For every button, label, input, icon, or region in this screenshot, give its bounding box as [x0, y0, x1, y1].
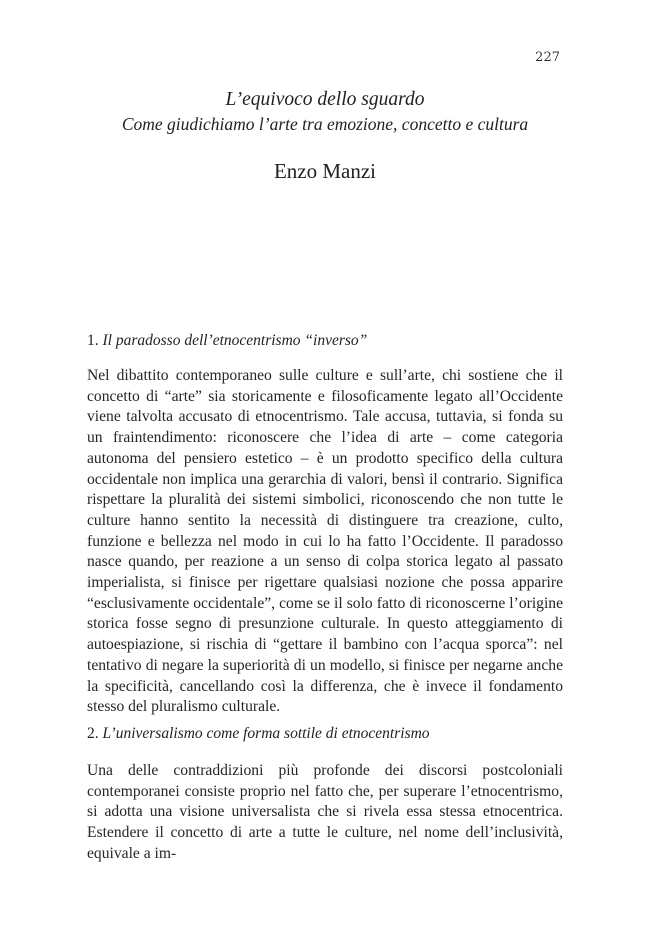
- section-heading-1: [87, 331, 367, 351]
- article-title: L’equivoco dello sguardo: [225, 89, 425, 110]
- article-author: Enzo Manzi: [273, 159, 377, 183]
- section-number: 2.: [87, 725, 99, 742]
- title-block: [0, 88, 650, 184]
- page-number: 227: [535, 50, 560, 65]
- section-heading-2: [87, 724, 430, 744]
- section-paragraph-1: Nel dibattito contemporaneo sulle culture e sull’arte, chi sostiene che il concetto di “arte” sia storicamente e filosoficamente legato all’Occidente viene talvolta accusato di etnocentrismo. Tale accusa, tuttavia, si fonda su un fraintendimento: riconoscere che l’idea di arte – come categoria autonoma del pensiero estetico – è un prodotto specifico della cultura occidentale non implica una gerarchia di valori, bensì il contrario. Significa rispettare la pluralità dei sistemi simbolici, riconoscendo che non tutte le culture hanno sentito la necessità di distinguere tra creazione, culto, funzione e bellezza nel modo in cui lo ha fatto l’Occidente. Il paradosso nasce quando, per reazione a un senso di colpa storica legato al passato imperialista, si finisce per rigettare qualsiasi nozione che possa apparire “esclusivamente occidentale”, come se il solo fatto di riconoscerne l’origine storica fosse segno di presunzione culturale. In questo atteggiamento di autoespiazione, si rischia di “gettare il bambino con l’acqua sporca”: nel tentativo di negare la superiorità di un modello, si finisce per negarne anche la specificità, cancellando così la differenza, che è invece il fondamento stesso del pluralismo culturale.: [87, 367, 563, 716]
- article-subtitle: Come giudichiamo l’arte tra emozione, concetto e cultura: [121, 114, 529, 134]
- section-title: L’universalismo come forma sottile di etnocentrismo: [102, 725, 430, 742]
- section-title: Il paradosso dell’etnocentrismo “inverso”: [102, 332, 368, 349]
- section-number: 1.: [87, 332, 99, 349]
- section-paragraph-2: Una delle contraddizioni più profonde dei discorsi postcoloniali contemporanei consiste proprio nel fatto che, per superare l’etnocentrismo, si adotta una visione universalista che si rivela essa stessa etnocentrica. Estendere il concetto di arte a tutte le culture, nel nome dell’inclusività, equivale a im-: [87, 762, 563, 862]
